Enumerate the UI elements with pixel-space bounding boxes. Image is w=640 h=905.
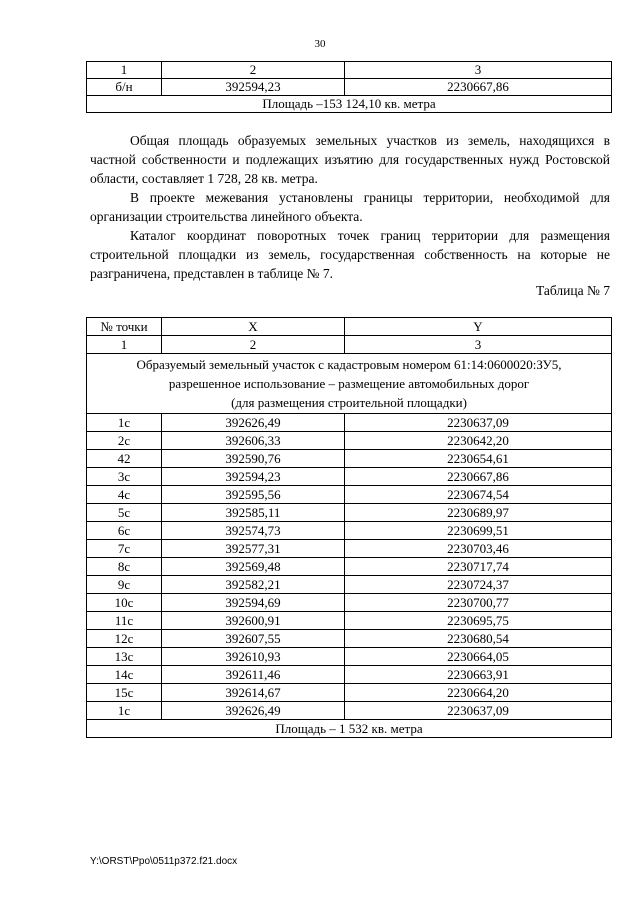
- table-cell: 10с: [87, 594, 162, 612]
- parcel-description-row: [87, 354, 612, 414]
- page-number: 30: [314, 38, 326, 50]
- table-row: [87, 486, 612, 504]
- table-row: [87, 666, 612, 684]
- table-row: [87, 648, 612, 666]
- table-cell: 392626,49: [162, 414, 345, 432]
- paragraph: Каталог координат поворотных точек границ территории для размещения строительной площадки из земель, государственная собственность на которые не разграничена, представлен в таблице № 7.: [90, 228, 610, 281]
- table-cell: 4с: [87, 486, 162, 504]
- table-cell: 2с: [87, 432, 162, 450]
- table-cell: 2230680,54: [345, 630, 612, 648]
- table-cell: 1с: [87, 414, 162, 432]
- table-cell: 392607,55: [162, 630, 345, 648]
- table-row: [87, 594, 612, 612]
- paragraph: В проекте межевания установлены границы территории, необходимой для организации строительства линейного объекта.: [90, 190, 610, 224]
- table-cell: 392614,67: [162, 684, 345, 702]
- table-cell: 3: [345, 336, 612, 354]
- table-cell: 392610,93: [162, 648, 345, 666]
- table-cell: 7с: [87, 540, 162, 558]
- table-cell: 392594,69: [162, 594, 345, 612]
- table-cell: 2230699,51: [345, 522, 612, 540]
- table-cell: 3с: [87, 468, 162, 486]
- table-header-row: [87, 318, 612, 336]
- table-cell: 392594,23: [162, 79, 345, 96]
- table-header-row: [87, 62, 612, 79]
- table-cell: 2230717,74: [345, 558, 612, 576]
- table-cell: 2230663,91: [345, 666, 612, 684]
- table-row: [87, 450, 612, 468]
- area-total: Площадь –153 124,10 кв. метра: [87, 96, 612, 113]
- table-cell: 9с: [87, 576, 162, 594]
- table-row: [87, 414, 612, 432]
- table-cell: 392606,33: [162, 432, 345, 450]
- table-cell: 392574,73: [162, 522, 345, 540]
- table-cell: 3: [345, 62, 612, 79]
- table-cell: 2230654,61: [345, 450, 612, 468]
- table-cell: 392600,91: [162, 612, 345, 630]
- paragraph: Общая площадь образуемых земельных участков из земель, находящихся в частной собственности и подлежащих изъятию для государственных нужд Ростовской области, составляет 1 728, 28 кв. метра.: [90, 133, 610, 186]
- table-cell: 2230637,09: [345, 414, 612, 432]
- table-row: [87, 558, 612, 576]
- column-header: X: [162, 318, 345, 336]
- table-cell: 392569,48: [162, 558, 345, 576]
- table-area-row: [87, 96, 612, 113]
- table-cell: 2230695,75: [345, 612, 612, 630]
- table-row: [87, 432, 612, 450]
- table-row: [87, 612, 612, 630]
- table-cell: 2230667,86: [345, 79, 612, 96]
- table-row: [87, 702, 612, 720]
- table-cell: 2230667,86: [345, 468, 612, 486]
- table-cell: 2230703,46: [345, 540, 612, 558]
- parcel-description: [87, 354, 612, 414]
- table-cell: 1: [87, 62, 162, 79]
- table-cell: 2230664,20: [345, 684, 612, 702]
- body-text: [90, 131, 610, 283]
- table-cell: 2230637,09: [345, 702, 612, 720]
- table-cell: 2230689,97: [345, 504, 612, 522]
- table-row: [87, 79, 612, 96]
- coordinates-table: [86, 317, 612, 738]
- table-row: [87, 540, 612, 558]
- table-cell: 392594,23: [162, 468, 345, 486]
- table-cell: 5с: [87, 504, 162, 522]
- table-cell: 2230724,37: [345, 576, 612, 594]
- table-row: [87, 504, 612, 522]
- parcel-line: (для размещения строительной площадки): [231, 395, 467, 410]
- table-cell: 2230664,05: [345, 648, 612, 666]
- table-cell: 392611,46: [162, 666, 345, 684]
- table-cell: 2: [162, 62, 345, 79]
- table-cell: 13с: [87, 648, 162, 666]
- table-cell: 392585,11: [162, 504, 345, 522]
- table-cell: 392626,49: [162, 702, 345, 720]
- table-cell: 2230674,54: [345, 486, 612, 504]
- table-row: [87, 630, 612, 648]
- parcel-line: разрешенное использование – размещение автомобильных дорог: [168, 376, 530, 391]
- table-number-row: [87, 336, 612, 354]
- footer-file-path: Y:\ORST\Ppo\0511p372.f21.docx: [90, 856, 238, 867]
- column-header: № точки: [87, 318, 162, 336]
- table-row: [87, 684, 612, 702]
- table-cell: 11с: [87, 612, 162, 630]
- table-cell: 6с: [87, 522, 162, 540]
- table-cell: 2230700,77: [345, 594, 612, 612]
- area-total: Площадь – 1 532 кв. метра: [87, 720, 612, 738]
- column-header: Y: [345, 318, 612, 336]
- table-cell: 14с: [87, 666, 162, 684]
- table-cell: 392582,21: [162, 576, 345, 594]
- table-row: [87, 468, 612, 486]
- table-cell: 2230642,20: [345, 432, 612, 450]
- table-cell: 392595,56: [162, 486, 345, 504]
- table-cell: 2: [162, 336, 345, 354]
- table-cell: 42: [87, 450, 162, 468]
- table-area-row: [87, 720, 612, 738]
- table-row: [87, 522, 612, 540]
- top-table: [86, 61, 612, 113]
- table-cell: 8с: [87, 558, 162, 576]
- table-cell: 392590,76: [162, 450, 345, 468]
- coordinate-rows: [87, 414, 612, 720]
- table-cell: 15с: [87, 684, 162, 702]
- table-cell: 12с: [87, 630, 162, 648]
- table-row: [87, 576, 612, 594]
- table-cell: б/н: [87, 79, 162, 96]
- table-cell: 1: [87, 336, 162, 354]
- table-cell: 392577,31: [162, 540, 345, 558]
- table-caption: Таблица № 7: [536, 283, 610, 298]
- parcel-line: Образуемый земельный участок с кадастровым номером 61:14:0600020:ЗУ5,: [136, 357, 562, 372]
- table-cell: 1с: [87, 702, 162, 720]
